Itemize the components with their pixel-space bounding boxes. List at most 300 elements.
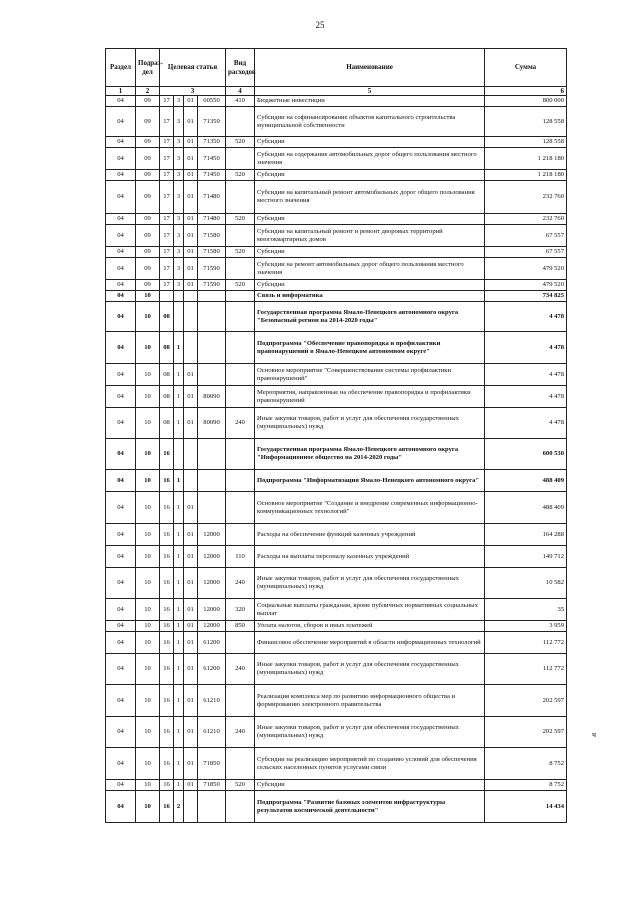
table-row <box>106 524 567 546</box>
cell-subprogram: 1 <box>174 546 184 568</box>
cell-activity <box>184 302 198 332</box>
cell-section: 04 <box>106 280 136 291</box>
cell-subsection: 09 <box>136 280 160 291</box>
cell-expense-type <box>226 439 255 470</box>
cell-name: Связь и информатика <box>255 291 485 302</box>
cell-direction: 71590 <box>198 280 226 291</box>
cell-program: 16 <box>160 568 174 599</box>
cell-subprogram: 1 <box>174 524 184 546</box>
table-row <box>106 258 567 280</box>
cell-section: 04 <box>106 247 136 258</box>
table-row <box>106 791 567 823</box>
cell-name: Субсидии <box>255 280 485 291</box>
cell-name: Основное мероприятие "Совершенствование системы профилактики правонарушений" <box>255 364 485 386</box>
cell-subprogram: 3 <box>174 96 184 107</box>
cell-program: 17 <box>160 148 174 170</box>
header-number-row <box>106 87 567 96</box>
cell-subsection: 09 <box>136 137 160 148</box>
cell-subsection: 10 <box>136 291 160 302</box>
cell-direction: 61210 <box>198 717 226 748</box>
cell-section: 04 <box>106 148 136 170</box>
cell-name: Государственная программа Ямало-Ненецкого автономного округа "Безопасный регион на 2014-2020 годы" <box>255 302 485 332</box>
side-mark: ч <box>592 730 597 739</box>
cell-subprogram: 1 <box>174 685 184 717</box>
cell-expense-type: 520 <box>226 280 255 291</box>
table-row <box>106 654 567 685</box>
table-row <box>106 568 567 599</box>
cell-direction <box>198 492 226 524</box>
header-name: Наименование <box>255 49 485 87</box>
cell-program: 16 <box>160 492 174 524</box>
cell-name: Субсидии <box>255 780 485 791</box>
cell-name: Субсидии на капитальный ремонт и ремонт дворовых территорий многоквартирных домов <box>255 225 485 247</box>
header-number: 3 <box>160 87 226 96</box>
cell-subsection: 10 <box>136 717 160 748</box>
cell-subsection: 09 <box>136 225 160 247</box>
cell-activity: 01 <box>184 717 198 748</box>
cell-name: Иные закупки товаров, работ и услуг для обеспечения государственных (муниципальных) нужд <box>255 408 485 439</box>
cell-program: 16 <box>160 621 174 632</box>
cell-activity: 01 <box>184 364 198 386</box>
cell-activity: 01 <box>184 107 198 137</box>
cell-direction: 12000 <box>198 621 226 632</box>
cell-program: 16 <box>160 717 174 748</box>
cell-program: 08 <box>160 302 174 332</box>
cell-program: 08 <box>160 332 174 364</box>
cell-subprogram: 3 <box>174 258 184 280</box>
cell-section: 04 <box>106 791 136 823</box>
cell-section: 04 <box>106 258 136 280</box>
cell-direction: 71590 <box>198 258 226 280</box>
cell-direction: 71850 <box>198 748 226 780</box>
cell-direction: 71450 <box>198 170 226 181</box>
cell-subprogram: 3 <box>174 280 184 291</box>
cell-name: Подпрограмма "Обеспечение правопорядка и профилактики правонарушений в Ямало-Ненецком автономном округе" <box>255 332 485 364</box>
cell-program: 16 <box>160 439 174 470</box>
cell-section: 04 <box>106 748 136 780</box>
cell-section: 04 <box>106 291 136 302</box>
cell-name: Иные закупки товаров, работ и услуг для обеспечения государственных (муниципальных) нужд <box>255 568 485 599</box>
cell-name: Мероприятия, направленные на обеспечение правопорядка и профилактики правонарушений <box>255 386 485 408</box>
cell-amount: 734 825 <box>485 291 567 302</box>
table-row <box>106 137 567 148</box>
cell-expense-type <box>226 302 255 332</box>
cell-direction: 61200 <box>198 632 226 654</box>
cell-expense-type <box>226 258 255 280</box>
cell-activity: 01 <box>184 247 198 258</box>
cell-expense-type: 520 <box>226 247 255 258</box>
cell-expense-type <box>226 291 255 302</box>
table-row <box>106 632 567 654</box>
cell-amount: 488 409 <box>485 470 567 492</box>
cell-section: 04 <box>106 181 136 214</box>
cell-program: 16 <box>160 654 174 685</box>
cell-program: 08 <box>160 386 174 408</box>
cell-activity: 01 <box>184 386 198 408</box>
cell-amount: 232 760 <box>485 214 567 225</box>
cell-direction: 71580 <box>198 247 226 258</box>
cell-expense-type <box>226 364 255 386</box>
cell-expense-type: 240 <box>226 654 255 685</box>
cell-activity: 01 <box>184 280 198 291</box>
cell-program <box>160 291 174 302</box>
cell-section: 04 <box>106 96 136 107</box>
cell-subsection: 10 <box>136 568 160 599</box>
cell-direction: 12000 <box>198 568 226 599</box>
cell-subprogram: 1 <box>174 332 184 364</box>
cell-expense-type: 410 <box>226 96 255 107</box>
cell-activity: 01 <box>184 654 198 685</box>
header-amount: Сумма <box>485 49 567 87</box>
table-row <box>106 225 567 247</box>
cell-activity: 01 <box>184 148 198 170</box>
cell-direction: 12000 <box>198 546 226 568</box>
table-row <box>106 492 567 524</box>
cell-amount: 488 409 <box>485 492 567 524</box>
cell-amount: 112 772 <box>485 632 567 654</box>
cell-subsection: 10 <box>136 632 160 654</box>
cell-section: 04 <box>106 107 136 137</box>
cell-program: 16 <box>160 791 174 823</box>
cell-name: Уплата налогов, сборов и иных платежей <box>255 621 485 632</box>
cell-expense-type <box>226 107 255 137</box>
cell-amount: 202 597 <box>485 717 567 748</box>
cell-subprogram: 3 <box>174 107 184 137</box>
table-row <box>106 386 567 408</box>
cell-expense-type: 520 <box>226 137 255 148</box>
cell-name: Субсидии <box>255 170 485 181</box>
cell-subprogram: 3 <box>174 137 184 148</box>
cell-amount: 3 959 <box>485 621 567 632</box>
cell-direction: 12000 <box>198 599 226 621</box>
cell-section: 04 <box>106 302 136 332</box>
cell-activity <box>184 470 198 492</box>
cell-amount: 232 760 <box>485 181 567 214</box>
cell-section: 04 <box>106 780 136 791</box>
cell-direction: 71850 <box>198 780 226 791</box>
cell-subsection: 10 <box>136 685 160 717</box>
cell-expense-type <box>226 470 255 492</box>
cell-subsection: 10 <box>136 439 160 470</box>
cell-activity <box>184 439 198 470</box>
cell-section: 04 <box>106 364 136 386</box>
cell-program: 17 <box>160 96 174 107</box>
cell-name: Расходы на выплаты персоналу казенных учреждений <box>255 546 485 568</box>
cell-direction: 60550 <box>198 96 226 107</box>
cell-direction <box>198 302 226 332</box>
cell-name: Субсидии <box>255 214 485 225</box>
cell-subprogram: 3 <box>174 247 184 258</box>
table-row <box>106 170 567 181</box>
cell-activity: 01 <box>184 225 198 247</box>
cell-subsection: 10 <box>136 386 160 408</box>
cell-name: Подпрограмма "Информатизация Ямало-Ненецкого автономного округа" <box>255 470 485 492</box>
header-target-article: Целевая статья <box>160 49 226 87</box>
cell-direction: 80090 <box>198 386 226 408</box>
cell-activity: 01 <box>184 599 198 621</box>
cell-expense-type <box>226 492 255 524</box>
cell-program: 16 <box>160 780 174 791</box>
cell-program: 16 <box>160 632 174 654</box>
cell-name: Субсидии на софинансирование объектов капитального строительства муниципальной собственности <box>255 107 485 137</box>
cell-subprogram: 1 <box>174 568 184 599</box>
cell-amount: 4 478 <box>485 332 567 364</box>
cell-section: 04 <box>106 170 136 181</box>
table-row <box>106 439 567 470</box>
cell-expense-type: 320 <box>226 599 255 621</box>
cell-subsection: 10 <box>136 302 160 332</box>
cell-program: 16 <box>160 470 174 492</box>
cell-subsection: 10 <box>136 408 160 439</box>
cell-subsection: 10 <box>136 791 160 823</box>
cell-section: 04 <box>106 654 136 685</box>
cell-name: Субсидии на ремонт автомобильных дорог общего пользования местного значения <box>255 258 485 280</box>
cell-section: 04 <box>106 685 136 717</box>
cell-subprogram: 2 <box>174 791 184 823</box>
cell-program: 08 <box>160 408 174 439</box>
cell-program: 17 <box>160 258 174 280</box>
cell-amount: 202 597 <box>485 685 567 717</box>
cell-direction: 80090 <box>198 408 226 439</box>
cell-direction: 71580 <box>198 225 226 247</box>
cell-name: Основное мероприятие "Создание и внедрение современных информационно-коммуникационных технологий" <box>255 492 485 524</box>
cell-activity: 01 <box>184 524 198 546</box>
cell-name: Государственная программа Ямало-Ненецкого автономного округа "Информационное общество на 2014-2020 годы" <box>255 439 485 470</box>
cell-direction <box>198 364 226 386</box>
cell-amount: 4 478 <box>485 408 567 439</box>
cell-program: 16 <box>160 546 174 568</box>
table-row <box>106 332 567 364</box>
table-row <box>106 780 567 791</box>
cell-amount: 479 520 <box>485 280 567 291</box>
cell-name: Субсидии <box>255 137 485 148</box>
cell-subprogram: 1 <box>174 599 184 621</box>
cell-amount: 4 478 <box>485 302 567 332</box>
cell-direction: 71480 <box>198 214 226 225</box>
budget-table <box>105 48 567 823</box>
table-row <box>106 685 567 717</box>
cell-activity <box>184 291 198 302</box>
cell-subsection: 10 <box>136 332 160 364</box>
cell-name: Иные закупки товаров, работ и услуг для обеспечения государственных (муниципальных) нужд <box>255 654 485 685</box>
cell-direction <box>198 332 226 364</box>
cell-amount: 128 558 <box>485 107 567 137</box>
cell-activity: 01 <box>184 170 198 181</box>
header-expense-type: Вид расходов <box>226 49 255 87</box>
cell-subsection: 10 <box>136 748 160 780</box>
cell-section: 04 <box>106 599 136 621</box>
cell-activity: 01 <box>184 621 198 632</box>
cell-activity: 01 <box>184 214 198 225</box>
cell-amount: 164 288 <box>485 524 567 546</box>
cell-section: 04 <box>106 386 136 408</box>
cell-subprogram: 1 <box>174 386 184 408</box>
cell-activity: 01 <box>184 408 198 439</box>
cell-expense-type: 240 <box>226 408 255 439</box>
cell-expense-type: 110 <box>226 546 255 568</box>
cell-expense-type: 850 <box>226 621 255 632</box>
cell-subsection: 10 <box>136 599 160 621</box>
cell-subsection: 10 <box>136 654 160 685</box>
cell-expense-type <box>226 632 255 654</box>
cell-subsection: 10 <box>136 470 160 492</box>
cell-name: Расходы на обеспечение функций казенных учреждений <box>255 524 485 546</box>
cell-direction: 61200 <box>198 654 226 685</box>
cell-amount: 67 557 <box>485 247 567 258</box>
cell-expense-type <box>226 524 255 546</box>
cell-section: 04 <box>106 439 136 470</box>
cell-amount: 112 772 <box>485 654 567 685</box>
cell-amount: 1 218 180 <box>485 148 567 170</box>
table-row <box>106 470 567 492</box>
cell-direction <box>198 791 226 823</box>
cell-subsection: 09 <box>136 170 160 181</box>
cell-subprogram: 1 <box>174 492 184 524</box>
table-row <box>106 717 567 748</box>
cell-subsection: 09 <box>136 107 160 137</box>
cell-subprogram: 1 <box>174 364 184 386</box>
cell-section: 04 <box>106 470 136 492</box>
cell-subprogram: 3 <box>174 170 184 181</box>
cell-activity: 01 <box>184 748 198 780</box>
cell-name: Подпрограмма "Развитие базовых элементов инфраструктуры результатов космической деятельности" <box>255 791 485 823</box>
cell-direction: 61210 <box>198 685 226 717</box>
table-row <box>106 107 567 137</box>
cell-direction: 71450 <box>198 148 226 170</box>
table-row <box>106 214 567 225</box>
cell-name: Иные закупки товаров, работ и услуг для обеспечения государственных (муниципальных) нужд <box>255 717 485 748</box>
cell-subprogram: 3 <box>174 181 184 214</box>
cell-subsection: 10 <box>136 621 160 632</box>
table-row <box>106 247 567 258</box>
cell-section: 04 <box>106 717 136 748</box>
cell-program: 17 <box>160 225 174 247</box>
table-row <box>106 148 567 170</box>
cell-subsection: 10 <box>136 780 160 791</box>
cell-program: 17 <box>160 181 174 214</box>
cell-expense-type <box>226 225 255 247</box>
header-number: 4 <box>226 87 255 96</box>
table-row <box>106 599 567 621</box>
cell-expense-type <box>226 148 255 170</box>
cell-section: 04 <box>106 214 136 225</box>
cell-program: 16 <box>160 599 174 621</box>
cell-subsection: 09 <box>136 148 160 170</box>
cell-subprogram: 1 <box>174 780 184 791</box>
cell-subsection: 10 <box>136 524 160 546</box>
cell-direction: 71350 <box>198 137 226 148</box>
cell-subsection: 10 <box>136 364 160 386</box>
cell-amount: 8 752 <box>485 748 567 780</box>
cell-amount: 800 000 <box>485 96 567 107</box>
cell-expense-type: 240 <box>226 717 255 748</box>
cell-section: 04 <box>106 137 136 148</box>
cell-subprogram <box>174 291 184 302</box>
cell-section: 04 <box>106 568 136 599</box>
cell-subprogram: 3 <box>174 214 184 225</box>
cell-section: 04 <box>106 408 136 439</box>
cell-program: 16 <box>160 524 174 546</box>
cell-name: Субсидии <box>255 247 485 258</box>
table-row <box>106 280 567 291</box>
cell-subprogram: 3 <box>174 148 184 170</box>
cell-section: 04 <box>106 225 136 247</box>
table-row <box>106 621 567 632</box>
cell-subprogram: 1 <box>174 408 184 439</box>
cell-expense-type <box>226 791 255 823</box>
cell-name: Субсидии на содержание автомобильных дорог общего пользования местного значения <box>255 148 485 170</box>
cell-amount: 128 558 <box>485 137 567 148</box>
cell-activity: 01 <box>184 258 198 280</box>
cell-direction: 71480 <box>198 181 226 214</box>
table-row <box>106 546 567 568</box>
header-number: 6 <box>485 87 567 96</box>
cell-activity: 01 <box>184 685 198 717</box>
cell-amount: 1 218 180 <box>485 170 567 181</box>
cell-subprogram: 1 <box>174 717 184 748</box>
cell-subprogram: 1 <box>174 632 184 654</box>
cell-amount: 479 520 <box>485 258 567 280</box>
table-row <box>106 364 567 386</box>
cell-activity <box>184 791 198 823</box>
header-section: Раздел <box>106 49 136 87</box>
cell-activity <box>184 332 198 364</box>
table-body <box>106 96 567 823</box>
cell-amount: 8 752 <box>485 780 567 791</box>
cell-expense-type: 240 <box>226 568 255 599</box>
cell-expense-type: 520 <box>226 170 255 181</box>
cell-expense-type <box>226 332 255 364</box>
cell-section: 04 <box>106 632 136 654</box>
table-row <box>106 408 567 439</box>
cell-subsection: 09 <box>136 96 160 107</box>
cell-amount: 600 530 <box>485 439 567 470</box>
cell-subprogram <box>174 302 184 332</box>
cell-activity: 01 <box>184 568 198 599</box>
cell-amount: 35 <box>485 599 567 621</box>
cell-amount: 67 557 <box>485 225 567 247</box>
cell-activity: 01 <box>184 137 198 148</box>
cell-subsection: 10 <box>136 492 160 524</box>
cell-subprogram: 1 <box>174 748 184 780</box>
cell-expense-type: 520 <box>226 214 255 225</box>
cell-subsection: 09 <box>136 247 160 258</box>
cell-activity: 01 <box>184 632 198 654</box>
cell-subprogram <box>174 439 184 470</box>
cell-section: 04 <box>106 546 136 568</box>
cell-expense-type: 520 <box>226 780 255 791</box>
table-row <box>106 748 567 780</box>
cell-subsection: 10 <box>136 546 160 568</box>
cell-activity: 01 <box>184 96 198 107</box>
cell-section: 04 <box>106 492 136 524</box>
table-row <box>106 181 567 214</box>
cell-direction: 12000 <box>198 524 226 546</box>
cell-expense-type <box>226 748 255 780</box>
cell-amount: 10 582 <box>485 568 567 599</box>
cell-subsection: 09 <box>136 181 160 214</box>
cell-program: 17 <box>160 247 174 258</box>
cell-amount: 4 478 <box>485 386 567 408</box>
table-row <box>106 96 567 107</box>
cell-direction <box>198 439 226 470</box>
header-number: 2 <box>136 87 160 96</box>
table-row <box>106 291 567 302</box>
cell-name: Реализация комплекса мер по развитию информационного общества и формированию электронного правительства <box>255 685 485 717</box>
cell-name: Финансовое обеспечение мероприятий в области информационных технологий <box>255 632 485 654</box>
page-number: 25 <box>315 20 325 30</box>
cell-program: 17 <box>160 170 174 181</box>
